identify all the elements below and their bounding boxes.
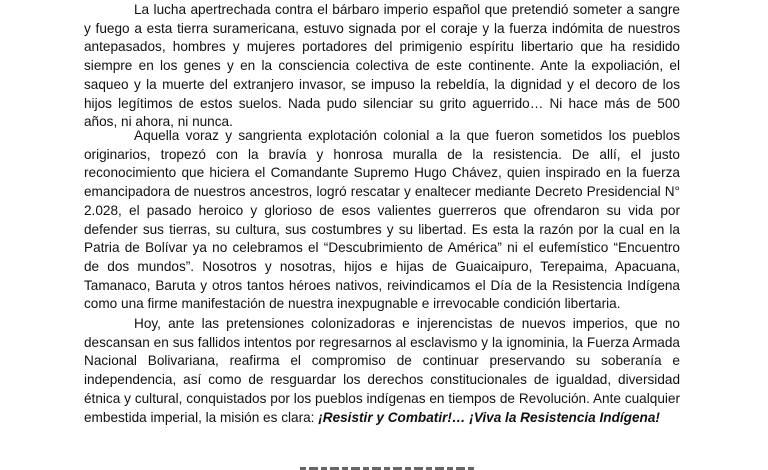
paragraph-3 — [84, 315, 680, 427]
closing-slogan: ¡Resistir y Combatir!… ¡Viva la Resistencia Indígena! — [318, 409, 660, 425]
paragraph-2 — [84, 127, 680, 314]
paragraph-1 — [84, 1, 680, 132]
paragraph-1-text: La lucha apertrechada contra el bárbaro imperio español que pretendió someter a sangre y fuego a esta tierra suramericana, estuvo signada por el coraje y la fuerza indómita de nuestros antepasados, hombres y mujeres portadores del primigenio espíritu libertario que ha residido siempre en los genes y en la consciencia colectiva de este continente. Ante la expoliación, el saqueo y la muerte del extranjero invasor, se impuso la rebeldía, la dignidad y el decoro de los hijos legítimos de estos suelos. Nada pudo silenciar su grito aguerrido… Ni hace más de 500 años, ni ahora, ni nunca. — [84, 2, 680, 130]
paragraph-3-text: Hoy, ante las pretensiones colonizadoras e injerencistas de nuevos imperios, que no descansan en sus fallidos intentos por regresarnos al esclavismo y la ignominia, la Fuerza Armada Nacional Bolivariana, reafirma el compromiso de continuar preservando su soberanía e independencia, así como de resguardar los derechos constitucionales de igualdad, diversidad étnica y cultural, conquistados por los pueblos indígenas en tiempos de Revolución. Ante cualquier embestida imperial, la misión es clara: — [84, 316, 680, 425]
paragraph-2-text: Aquella voraz y sangrienta explotación colonial a la que fueron sometidos los pueblos originarios, tropezó con la bravía y honrosa muralla de la resistencia. De allí, el justo reconocimiento que hiciera el Comandante Supremo Hugo Chávez, quien inspirado en la fuerza emancipadora de nuestros ancestros, logró rescatar y enaltecer mediante Decreto Presidencial N° 2.028, el pasado heroico y glorioso de esos valientes guerreros que ofrendaron su vida por defender sus tierras, su cultura, sus costumbres y su libertad. Es esta la razón por la cual en la Patria de Bolívar ya no celebramos el “Descubrimiento de América” ni el eufemístico “Encuentro de dos mundos”. Nosotros y nosotras, hijos e hijas de Guaicaipuro, Terepaima, Apacuana, Tamanaco, Baruta y otros tantos héroes nativos, reivindicamos el Día de la Resistencia Indígena como una firme manifestación de nuestra inexpugnable e irrevocable condición libertaria. — [84, 128, 680, 312]
cropped-signature-line — [300, 461, 475, 470]
